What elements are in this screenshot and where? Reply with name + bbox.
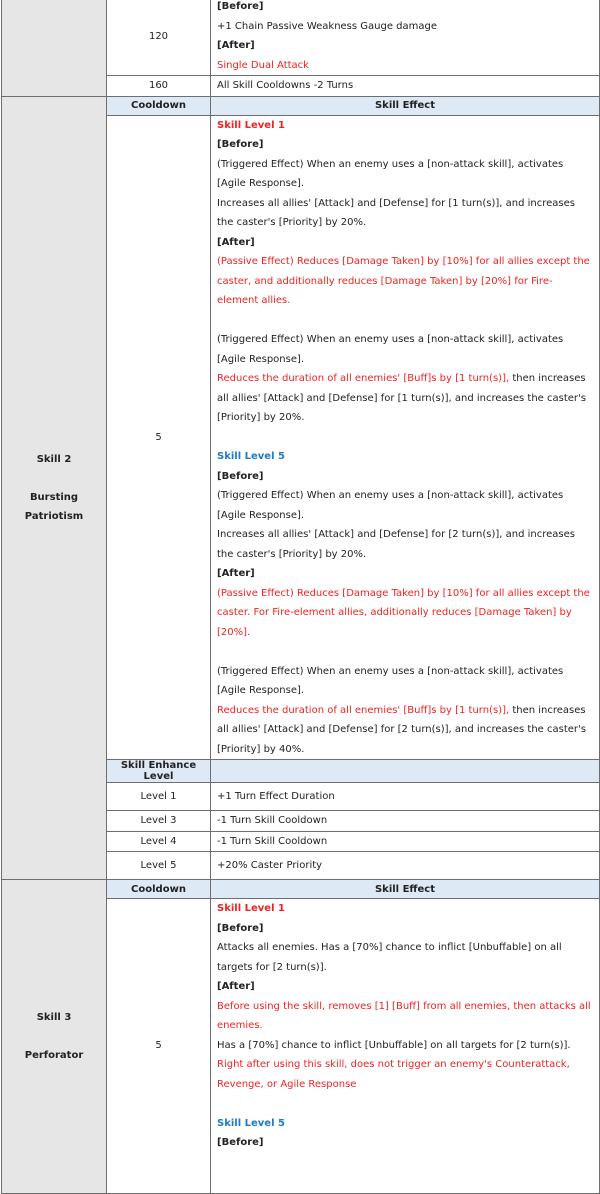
enhance-level: Level 1 — [107, 783, 211, 811]
skill3-number: Skill 3 — [36, 1011, 72, 1023]
enhance-level: Level 5 — [107, 852, 211, 880]
skill2-number: Skill 2 — [36, 453, 72, 465]
after-text: (Passive Effect) Reduces [Damage Taken] by [10%] for all allies except the caster. For Fire-element allies, additionally reduces [Damage Taken] by [20%]. — [217, 587, 590, 638]
skill3-header-row — [2, 880, 600, 899]
enhance-level-cell: 120 — [107, 0, 211, 76]
after-label: [After] — [217, 981, 255, 992]
cooldown-header: Cooldown — [107, 880, 211, 899]
skill3-cooldown: 5 — [107, 899, 211, 1194]
before-text: Attacks all enemies. Has a [70%] chance to inflict [Unbuffable] on all targets for [2 turn(s)]. — [217, 942, 562, 973]
enhance-effect: +20% Caster Priority — [211, 852, 600, 880]
after-text-rest: then increases all allies' [Attack] and [Defense] for [1 turn(s)], and increases the caster's [Priority] by 20%. — [217, 373, 586, 423]
skill-effect-header: Skill Effect — [211, 880, 600, 899]
enhance-level-cell: 160 — [107, 76, 211, 97]
after-label: [After] — [217, 40, 255, 51]
after-text — [217, 369, 593, 428]
skill-effect-header: Skill Effect — [211, 96, 600, 115]
before-text: Increases all allies' [Attack] and [Defense] for [2 turn(s)], and increases the caster's [Priority] by 20%. — [217, 529, 575, 560]
before-label: [Before] — [217, 1137, 264, 1148]
skill3-title: Perforator — [24, 1049, 84, 1061]
after-label: [After] — [217, 568, 255, 579]
enhance-level: Level 4 — [107, 831, 211, 852]
skill2-effect-cell — [211, 115, 600, 760]
enhance-effect: -1 Turn Skill Cooldown — [211, 831, 600, 852]
enhance-level-header: Skill Enhance Level — [107, 760, 211, 783]
before-text: (Triggered Effect) When an enemy uses a [non-attack skill], activates [Agile Response]. — [217, 158, 564, 189]
skill-level-5-title: Skill Level 5 — [217, 1117, 285, 1129]
before-text: +1 Chain Passive Weakness Gauge damage — [217, 20, 438, 32]
before-text: (Triggered Effect) When an enemy uses a [non-attack skill], activates [Agile Response]. — [217, 490, 564, 521]
after-text: (Triggered Effect) When an enemy uses a [non-attack skill], activates [Agile Response]. — [217, 334, 564, 365]
after-text-rest: then increases all allies' [Attack] and [Defense] for [2 turn(s)], and increases the caster's [Priority] by 40%. — [217, 704, 586, 755]
before-label: [Before] — [217, 470, 264, 482]
skill-level-1-title: Skill Level 1 — [217, 119, 285, 131]
skill3-effect-cell — [211, 899, 600, 1194]
skill-level-1-title: Skill Level 1 — [217, 903, 285, 914]
skill2-title-line1: Bursting — [29, 491, 79, 503]
after-text: (Passive Effect) Reduces [Damage Taken] by [10%] for all allies except the caster, and additionally reduces [Damage Taken] by [20%] for Fire-element allies. — [217, 256, 590, 306]
table-row-level-120 — [2, 0, 600, 76]
after-text — [217, 701, 593, 760]
after-text-highlight: Reduces the duration of all enemies' [Buff]s by [1 turn(s)], — [217, 704, 510, 716]
after-text: Right after using this skill, does not trigger an enemy's Counterattack, Revenge, or Agile Response — [217, 1059, 570, 1090]
after-label: [After] — [217, 236, 255, 248]
prev-skill-name-cell — [2, 0, 107, 96]
after-text-highlight: Reduces the duration of all enemies' [Buff]s by [1 turn(s)], — [217, 373, 510, 384]
before-label: [Before] — [217, 922, 264, 934]
enhance-level: Level 3 — [107, 811, 211, 832]
after-text: Has a [70%] chance to inflict [Unbuffable] on all targets for [2 turn(s)]. — [217, 1039, 571, 1051]
skill2-cooldown: 5 — [107, 115, 211, 760]
skill2-header-row — [2, 96, 600, 115]
enhance-effect-cell — [211, 0, 600, 76]
before-label: [Before] — [217, 1, 264, 12]
enhance-effect-cell: All Skill Cooldowns -2 Turns — [211, 76, 600, 97]
enhance-effect: +1 Turn Effect Duration — [211, 783, 600, 811]
after-text: Single Dual Attack — [217, 59, 309, 71]
skill2-name-cell — [2, 96, 107, 880]
skill-level-5-title: Skill Level 5 — [217, 451, 285, 462]
before-text: Increases all allies' [Attack] and [Defense] for [1 turn(s)], and increases the caster's [Priority] by 20%. — [217, 197, 575, 228]
after-text: (Triggered Effect) When an enemy uses a [non-attack skill], activates [Agile Response]. — [217, 665, 564, 696]
enhance-effect: -1 Turn Skill Cooldown — [211, 811, 600, 832]
enhance-effect-header — [211, 760, 600, 783]
skill-table — [1, 0, 600, 1194]
after-text: Before using the skill, removes [1] [Buff] from all enemies, then attacks all enemies. — [217, 1000, 591, 1031]
before-label: [Before] — [217, 139, 264, 150]
skill2-title-line2: Patriotism — [24, 510, 84, 522]
cooldown-header: Cooldown — [107, 96, 211, 115]
skill3-name-cell — [2, 880, 107, 1194]
